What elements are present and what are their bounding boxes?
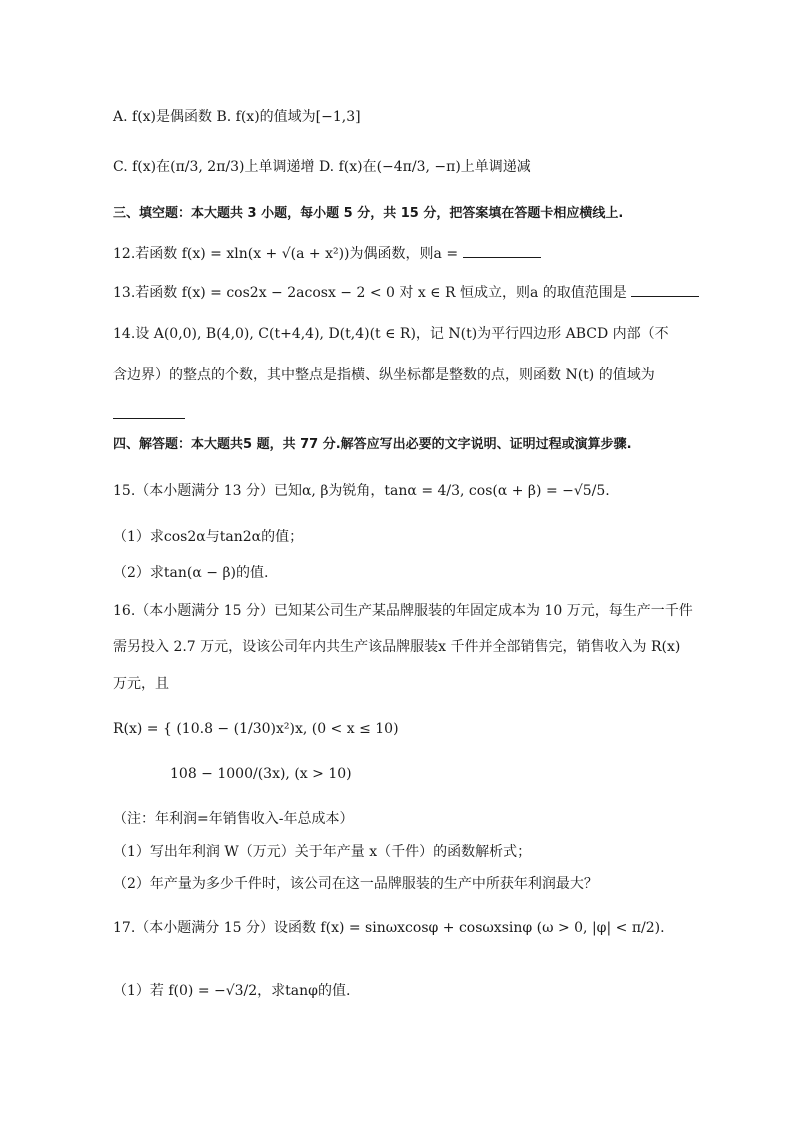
question-15: 15.（本小题满分 13 分）已知α, β为锐角，tanα = 4/3, cos(α + β) = −√5/5. — [113, 483, 610, 499]
option-a-b: A. f(x)是偶函数 B. f(x)的值域为[−1,3] — [113, 109, 361, 125]
question-17: 17.（本小题满分 15 分）设函数 f(x) = sinωxcosφ + cosωxsinφ (ω > 0, |φ| < π/2). — [113, 920, 665, 936]
section-3-heading: 三、填空题：本大题共 3 小题，每小题 5 分，共 15 分，把答案填在答题卡相应横线上. — [113, 206, 624, 221]
question-17-part-1: （1）若 f(0) = −√3/2，求tanφ的值. — [113, 983, 351, 999]
question-12-text: 12.若函数 f(x) = xln(x + √(a + x²))为偶函数，则a = — [113, 246, 459, 262]
question-14-blank-line — [113, 406, 185, 422]
question-16-part-2: （2）年产量为多少千件时，该公司在这一品牌服装的生产中所获年利润最大？ — [113, 876, 598, 892]
answer-blank-13[interactable] — [631, 296, 699, 297]
option-c-d: C. f(x)在(π/3, 2π/3)上单调递增 D. f(x)在(−4π/3, −π)上单调递减 — [113, 159, 531, 175]
question-16-line-1: 16.（本小题满分 15 分）已知某公司生产某品牌服装的年固定成本为 10 万元，每生产一千件 — [113, 603, 693, 619]
question-12 — [113, 247, 541, 261]
question-15-part-2: （2）求tan(α − β)的值. — [113, 565, 269, 581]
question-16-line-3: 万元，且 — [113, 676, 169, 692]
question-16-line-2: 需另投入 2.7 万元，设该公司年内共生产该品牌服装x 千件并全部销售完，销售收入为 R(x) — [113, 639, 681, 655]
question-14-line-2: 含边界）的整点的个数，其中整点是指横、纵坐标都是整数的点，则函数 N(t) 的值域为 — [113, 367, 655, 383]
question-13 — [113, 286, 699, 300]
question-16-part-1: （1）写出年利润 W（万元）关于年产量 x（千件）的函数解析式； — [113, 844, 532, 860]
section-4-heading: 四、解答题：本大题共5 题，共 77 分.解答应写出必要的文字说明、证明过程或演算步骤. — [113, 437, 632, 452]
revenue-formula-case-2: 108 − 1000/(3x), (x > 10) — [170, 766, 352, 782]
question-15-part-1: （1）求cos2α与tan2α的值； — [113, 529, 304, 545]
answer-blank-12[interactable] — [463, 257, 541, 258]
profit-note: （注：年利润=年销售收入-年总成本） — [113, 811, 354, 827]
answer-blank-14[interactable] — [113, 406, 185, 419]
question-14-line-1: 14.设 A(0,0), B(4,0), C(t+4,4), D(t,4)(t ∈ R)，记 N(t)为平行四边形 ABCD 内部（不 — [113, 326, 669, 342]
revenue-formula-case-1: R(x) = { (10.8 − (1/30)x²)x, (0 < x ≤ 10) — [113, 721, 399, 737]
question-13-text: 13.若函数 f(x) = cos2x − 2acosx − 2 < 0 对 x ∈ R 恒成立，则a 的取值范围是 — [113, 285, 627, 301]
